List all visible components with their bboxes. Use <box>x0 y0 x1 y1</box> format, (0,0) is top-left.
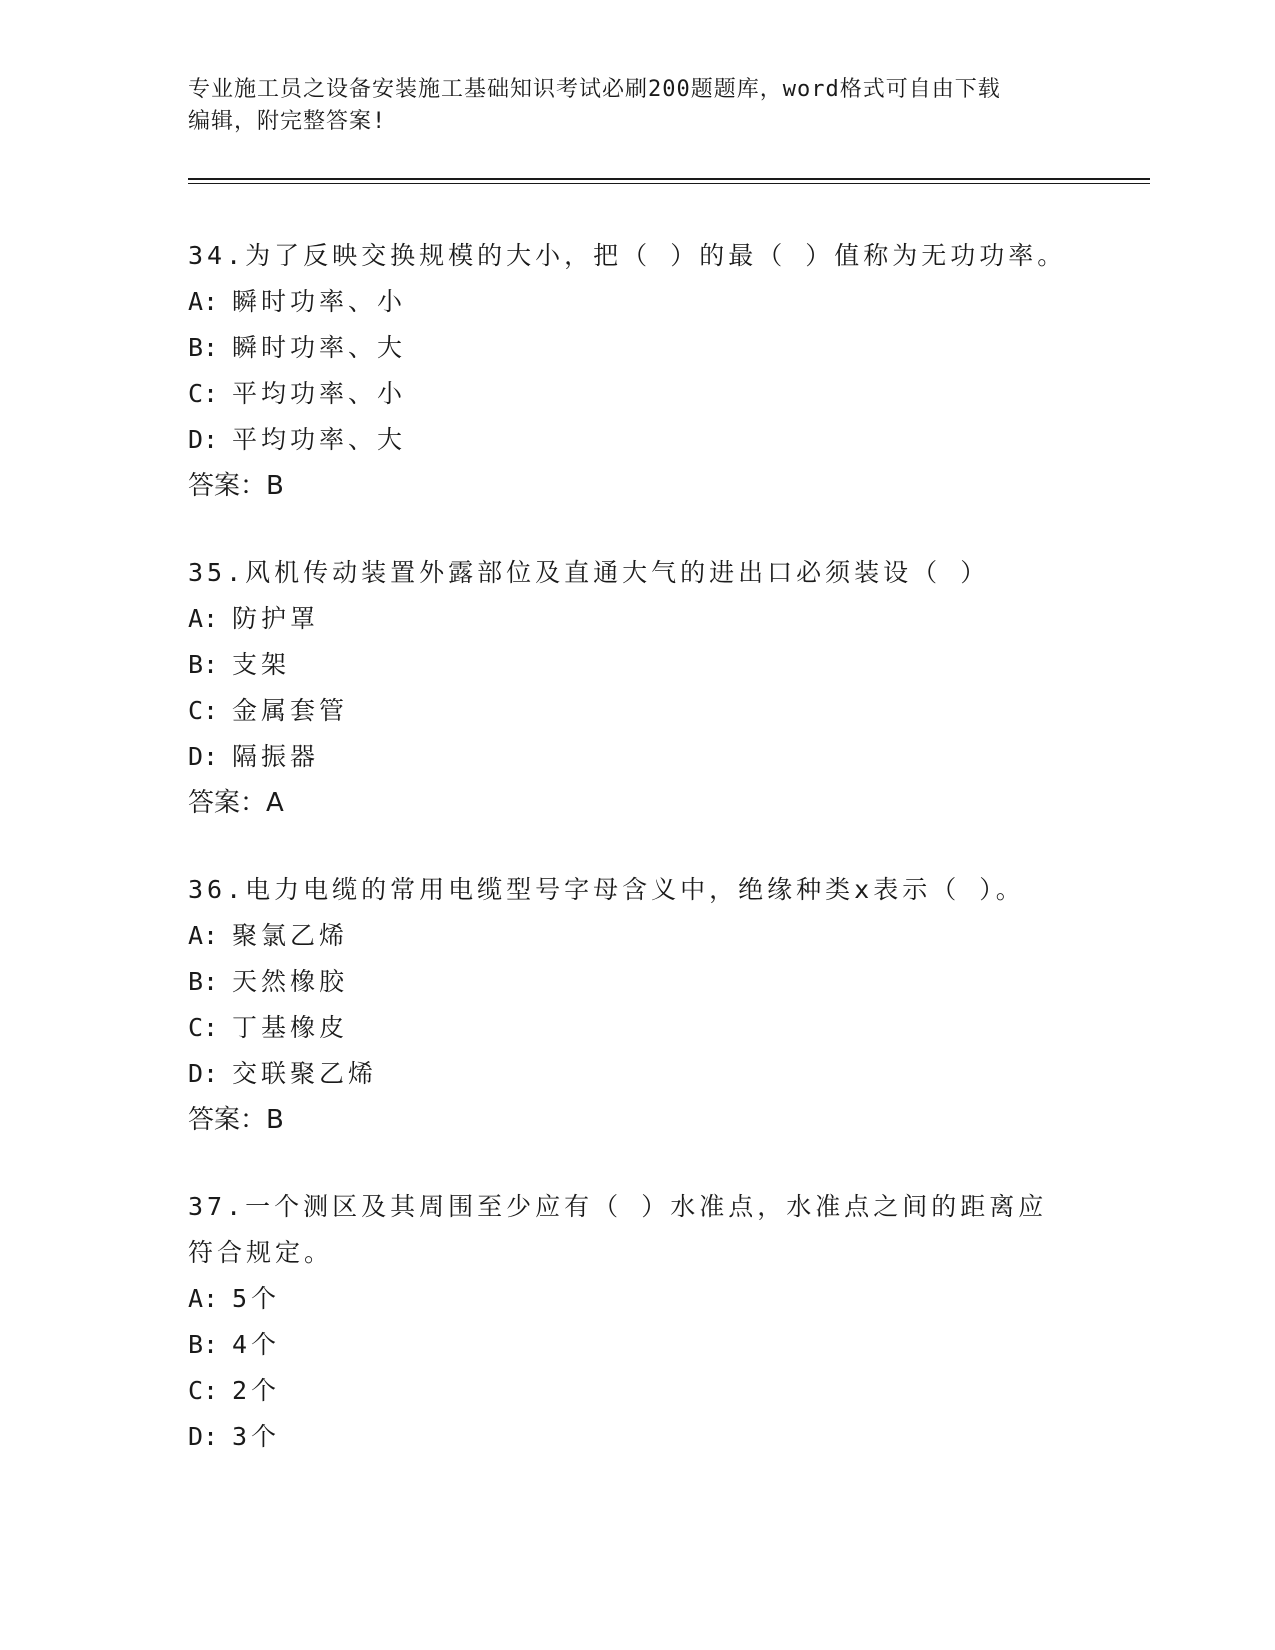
option-b <box>188 325 1068 371</box>
option-letter: C: <box>188 696 219 725</box>
option-letter: B: <box>188 650 219 679</box>
option-letter: C: <box>188 1013 219 1042</box>
header-divider-top <box>188 178 1150 180</box>
option-b <box>188 959 1068 1005</box>
option-letter: A: <box>188 287 219 316</box>
option-a <box>188 913 1068 959</box>
option-text: 天然橡胶 <box>232 967 349 996</box>
header-line-2: 编辑，附完整答案! <box>188 109 387 134</box>
answer: 答案：B <box>188 1105 284 1135</box>
option-letter: B: <box>188 967 219 996</box>
option-d <box>188 1051 1068 1097</box>
option-letter: D: <box>188 1422 219 1451</box>
question-text: 35.风机传动装置外露部位及直通大气的进出口必须装设（ ） <box>188 558 990 587</box>
option-c <box>188 1368 1048 1414</box>
option-letter: C: <box>188 379 219 408</box>
option-text: 瞬时功率、小 <box>232 287 407 316</box>
option-text: 4个 <box>232 1330 281 1359</box>
option-text: 3个 <box>232 1422 281 1451</box>
option-a <box>188 596 1068 642</box>
option-text: 防护罩 <box>232 604 320 633</box>
option-letter: A: <box>188 1284 219 1313</box>
question-37 <box>188 1184 1048 1460</box>
option-letter: D: <box>188 425 219 454</box>
option-text: 丁基橡皮 <box>232 1013 349 1042</box>
header-line-1: 专业施工员之设备安装施工基础知识考试必刷200题题库，word格式可自由下载 <box>188 77 1001 102</box>
option-text: 聚氯乙烯 <box>232 921 349 950</box>
option-text: 2个 <box>232 1376 281 1405</box>
option-text: 支架 <box>232 650 291 679</box>
option-d <box>188 417 1068 463</box>
option-text: 瞬时功率、大 <box>232 333 407 362</box>
answer: 答案：A <box>188 788 284 818</box>
document-header <box>188 74 1068 138</box>
option-c <box>188 1005 1068 1051</box>
question-35 <box>188 550 1068 826</box>
option-letter: D: <box>188 1059 219 1088</box>
option-text: 金属套管 <box>232 696 349 725</box>
option-c <box>188 371 1068 417</box>
question-34 <box>188 233 1068 509</box>
header-divider-bottom <box>188 183 1150 184</box>
option-letter: D: <box>188 742 219 771</box>
option-letter: A: <box>188 921 219 950</box>
option-b <box>188 642 1068 688</box>
question-text: 37.一个测区及其周围至少应有（ ）水准点，水准点之间的距离应符合规定。 <box>188 1192 1048 1267</box>
option-letter: B: <box>188 1330 219 1359</box>
option-d <box>188 1414 1048 1460</box>
option-text: 交联聚乙烯 <box>232 1059 378 1088</box>
option-letter: A: <box>188 604 219 633</box>
option-text: 平均功率、小 <box>232 379 407 408</box>
question-text: 34.为了反映交换规模的大小，把（ ）的最（ ）值称为无功功率。 <box>188 241 1067 270</box>
option-text: 平均功率、大 <box>232 425 407 454</box>
question-text: 36.电力电缆的常用电缆型号字母含义中，绝缘种类x表示（ ）。 <box>188 875 1025 904</box>
option-c <box>188 688 1068 734</box>
option-b <box>188 1322 1048 1368</box>
option-letter: C: <box>188 1376 219 1405</box>
option-text: 5个 <box>232 1284 281 1313</box>
option-a <box>188 1276 1048 1322</box>
option-text: 隔振器 <box>232 742 320 771</box>
question-36 <box>188 867 1068 1143</box>
option-a <box>188 279 1068 325</box>
answer: 答案：B <box>188 471 284 501</box>
option-d <box>188 734 1068 780</box>
option-letter: B: <box>188 333 219 362</box>
